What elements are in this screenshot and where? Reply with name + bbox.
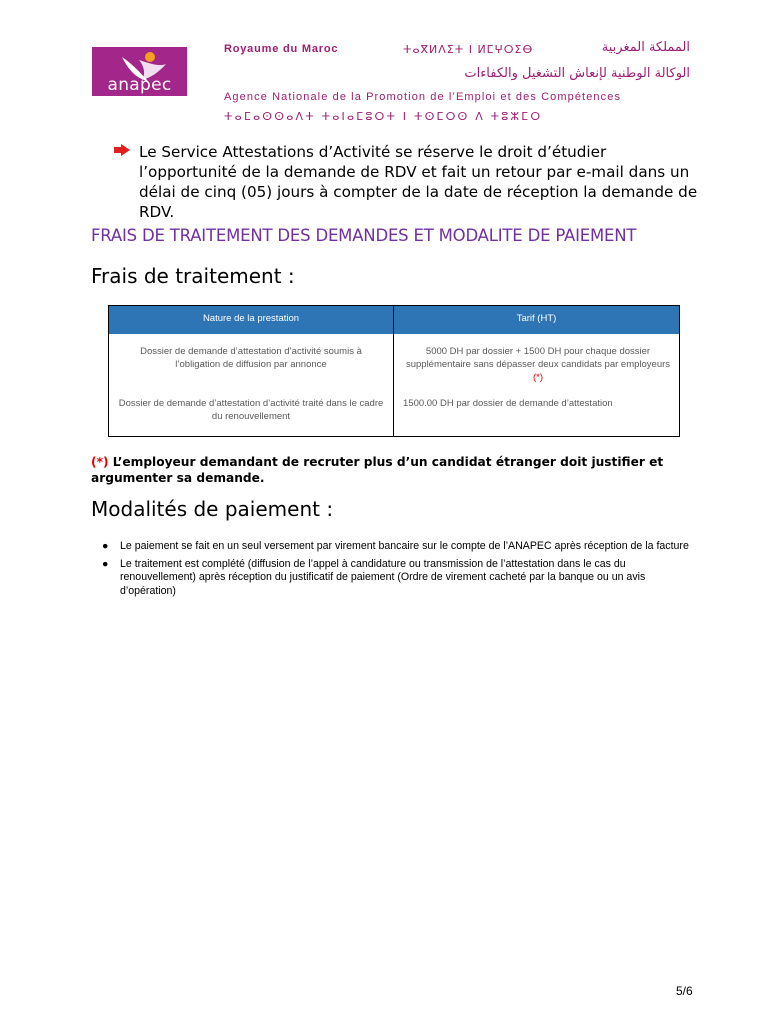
heading-modalites: Modalités de paiement :: [91, 497, 334, 521]
heading-frais: Frais de traitement :: [91, 264, 295, 288]
bullet-icon: ●: [102, 557, 109, 570]
list-item: [100, 540, 700, 554]
list-item-text: Le paiement se fait en un seul versement par virement bancaire sur le compte de l’ANAPEC après réception de la facture: [120, 540, 689, 552]
column-divider: [393, 334, 394, 436]
agence-ar: الوكالة الوطنية لإنعاش التشغيل والكفاءات: [464, 66, 690, 81]
royaume-ar: المملكة المغربية: [601, 40, 690, 55]
agence-tifinagh: ⵜⴰⵎⴰⵙⵙⴰⴷⵜ ⵜⴰⵏⴰⵎⵓⵔⵜ ⵏ ⵜⵙⵎⵔⵙ ⴷ ⵜⵓⵣⵎⵔ: [224, 110, 543, 123]
page-number: 5/6: [676, 984, 693, 998]
fees-table: [108, 305, 680, 437]
column-header-tarif: Tarif (HT): [516, 313, 557, 324]
note-text: L’employeur demandant de recruter plus d’un candidat étranger doit justifier et argumenter sa demande.: [91, 455, 664, 485]
row-1-tarif-text: 5000 DH par dossier + 1500 DH pour chaque dossier supplémentaire sans dépasser deux candidats par employeurs: [405, 346, 671, 370]
intro-paragraph: Le Service Attestations d’Activité se réserve le droit d’étudier l’opportunité de la demande de RDV et fait un retour par e-mail dans un délai de cinq (05) jours à compter de la date de réception la demande de RDV.: [139, 143, 698, 221]
row-1-tarif: [403, 345, 673, 384]
logo-text: anapec: [107, 75, 172, 95]
arrow-right-icon: [114, 144, 130, 156]
row-2-tarif: 1500.00 DH par dossier de demande d’attestation: [403, 398, 613, 409]
list-item: [100, 558, 700, 599]
section-title: FRAIS DE TRAITEMENT DES DEMANDES ET MODALITE DE PAIEMENT: [91, 226, 637, 245]
anapec-logo: [92, 47, 187, 96]
table-header: [109, 306, 679, 334]
row-1-asterisk: (*): [532, 372, 544, 383]
row-1-nature: Dossier de demande d’attestation d’activité soumis à l’obligation de diffusion par annonce: [140, 346, 362, 370]
list-item-text: Le traitement est complété (diffusion de l’appel à candidature ou transmission de l’attestation dans le cas du renouvellement) après réception du justificatif de paiement (Ordre de virement cacheté par la banque ou un avis d’opération): [120, 557, 646, 597]
note: [91, 454, 711, 486]
royaume-tifinagh: ⵜⴰⴳⵍⴷⵉⵜ ⵏ ⵍⵎⵖⵔⵉⴱ: [403, 43, 534, 56]
column-header-nature: Nature de la prestation: [109, 306, 394, 334]
bullet-icon: ●: [102, 540, 109, 552]
modalites-list: [100, 540, 700, 602]
agence-fr: Agence Nationale de la Promotion de l’Emploi et des Compétences: [224, 91, 622, 103]
royaume-fr: Royaume du Maroc: [224, 43, 339, 55]
row-2-nature: Dossier de demande d’attestation d’activité traité dans le cadre du renouvellement: [118, 398, 384, 422]
note-asterisk: (*): [91, 455, 109, 469]
